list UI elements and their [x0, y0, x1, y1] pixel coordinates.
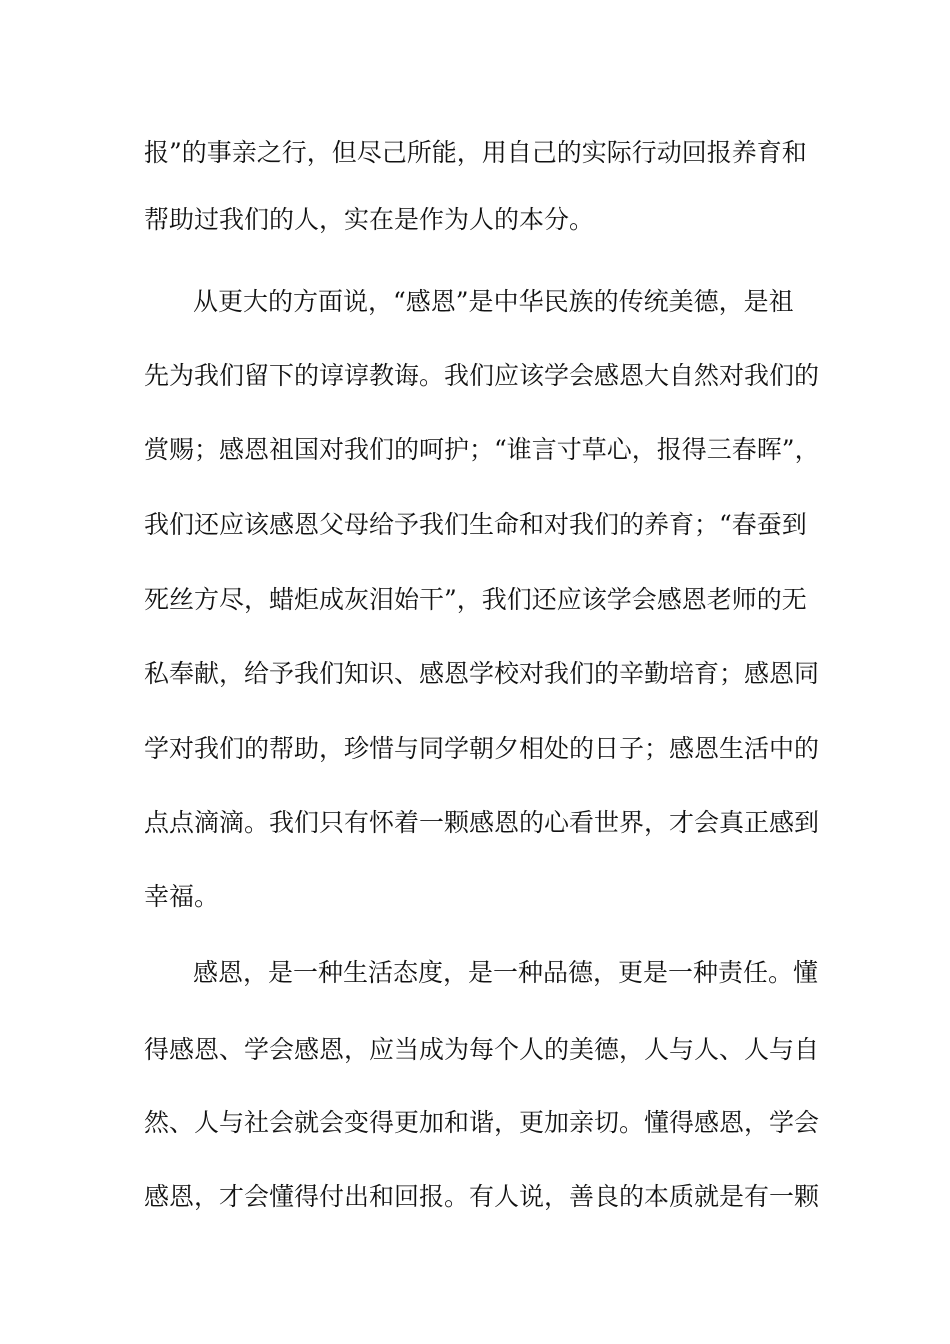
text-line-6: 我们还应该感恩父母给予我们生命和对我们的养育；“春蚕到: [144, 510, 807, 539]
text-line-1: 报”的事亲之行，但尽己所能，用自己的实际行动回报养育和: [144, 138, 807, 167]
text-line-9: 学对我们的帮助，珍惜与同学朝夕相处的日子；感恩生活中的: [144, 734, 820, 763]
text-line-8: 私奉献，给予我们知识、感恩学校对我们的辛勤培育；感恩同: [144, 659, 820, 688]
text-line-5: 赏赐；感恩祖国对我们的呵护；“谁言寸草心，报得三春晖”，: [144, 435, 820, 464]
text-line-4: 先为我们留下的谆谆教诲。我们应该学会感恩大自然对我们的: [144, 361, 820, 390]
text-line-15: 感恩，才会懂得付出和回报。有人说，善良的本质就是有一颗: [144, 1182, 820, 1211]
text-line-7: 死丝方尽，蜡炬成灰泪始干”，我们还应该学会感恩老师的无: [144, 585, 807, 614]
text-line-3: 从更大的方面说，“感恩”是中华民族的传统美德，是祖: [193, 287, 794, 316]
text-line-14: 然、人与社会就会变得更加和谐，更加亲切。懂得感恩，学会: [144, 1108, 820, 1137]
text-line-2: 帮助过我们的人，实在是作为人的本分。: [144, 205, 595, 234]
text-line-12: 感恩，是一种生活态度，是一种品德，更是一种责任。懂: [193, 958, 819, 987]
text-line-13: 得感恩、学会感恩，应当成为每个人的美德，人与人、人与自: [144, 1035, 820, 1064]
text-line-11: 幸福。: [144, 882, 220, 911]
text-line-10: 点点滴滴。我们只有怀着一颗感恩的心看世界，才会真正感到: [144, 808, 820, 837]
